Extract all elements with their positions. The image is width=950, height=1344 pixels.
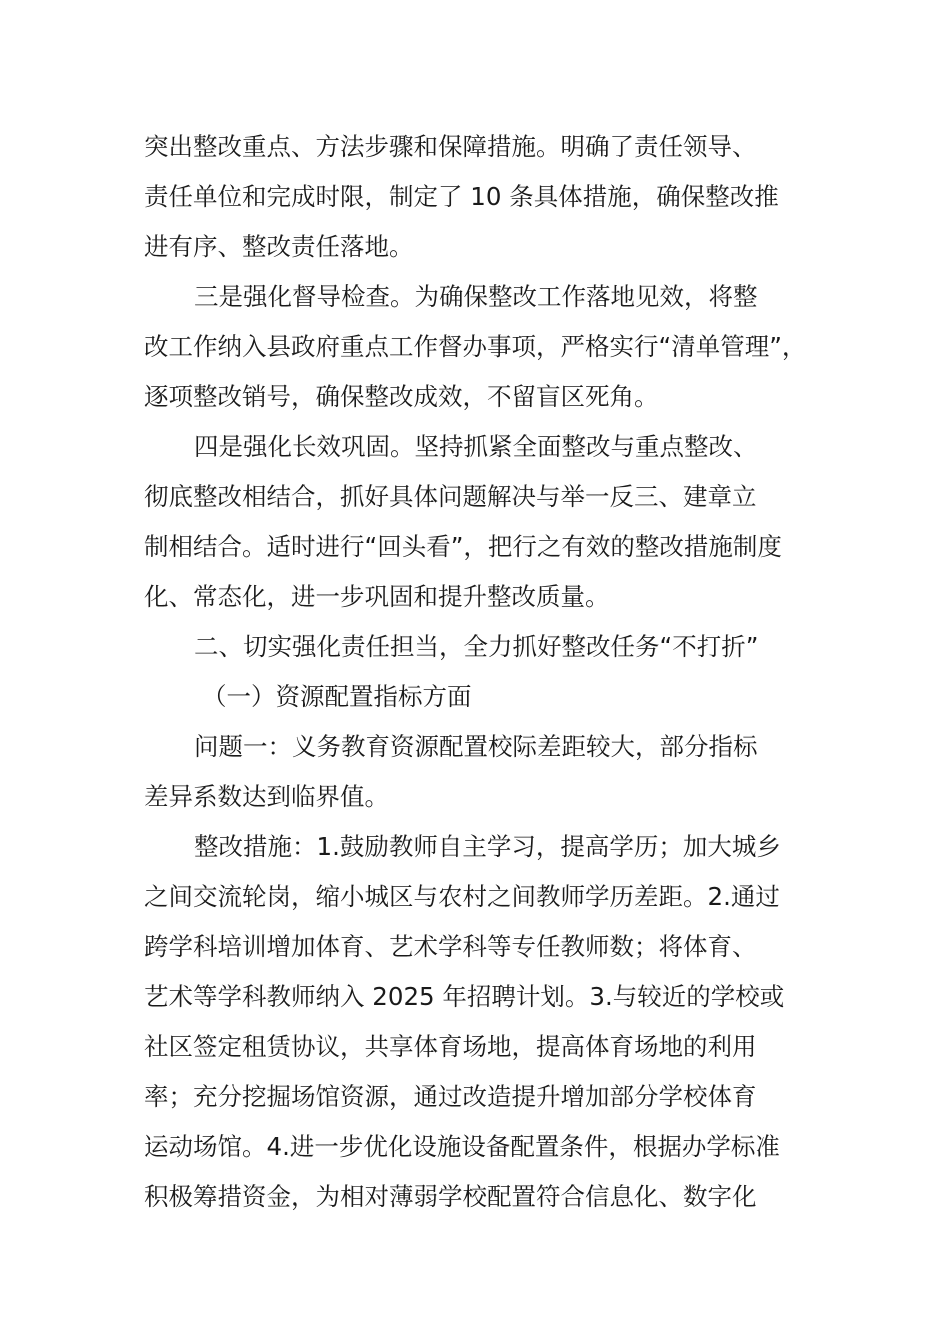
paragraph-line: 彻底整改相结合，抓好具体问题解决与举一反三、建章立 <box>144 482 757 511</box>
paragraph-line: 率；充分挖掘场馆资源，通过改造提升增加部分学校体育 <box>144 1082 757 1111</box>
paragraph-line: 运动场馆。4.进一步优化设施设备配置条件，根据办学标准 <box>144 1132 780 1161</box>
document-body <box>144 122 824 1222</box>
paragraph-line: 责任单位和完成时限，制定了 10 条具体措施，确保整改推 <box>144 182 779 211</box>
paragraph-first-line: 整改措施：1.鼓励教师自主学习，提高学历；加大城乡 <box>194 832 781 861</box>
paragraph-first-line: 四是强化长效巩固。坚持抓紧全面整改与重点整改、 <box>194 432 758 461</box>
paragraph-first-line: 问题一：义务教育资源配置校际差距较大，部分指标 <box>194 732 758 761</box>
paragraph-line: 差异系数达到临界值。 <box>144 782 389 811</box>
paragraph-line: 制相结合。适时进行“回头看”，把行之有效的整改措施制度 <box>144 532 782 561</box>
subsection-heading: （一）资源配置指标方面 <box>202 682 472 711</box>
paragraph-line: 进有序、整改责任落地。 <box>144 232 414 261</box>
paragraph-line: 之间交流轮岗，缩小城区与农村之间教师学历差距。2.通过 <box>144 882 780 911</box>
paragraph-first-line: 三是强化督导检查。为确保整改工作落地见效，将整 <box>194 282 758 311</box>
paragraph-line: 积极筹措资金，为相对薄弱学校配置符合信息化、数字化 <box>144 1182 757 1211</box>
section-heading: 二、切实强化责任担当，全力抓好整改任务“不打折” <box>194 632 759 661</box>
paragraph-line: 艺术等学科教师纳入 2025 年招聘计划。3.与较近的学校或 <box>144 982 785 1011</box>
paragraph-line: 社区签定租赁协议，共享体育场地，提高体育场地的利用 <box>144 1032 757 1061</box>
paragraph-line: 跨学科培训增加体育、艺术学科等专任教师数；将体育、 <box>144 932 757 961</box>
paragraph-line: 化、常态化，进一步巩固和提升整改质量。 <box>144 582 610 611</box>
paragraph-line: 改工作纳入县政府重点工作督办事项，严格实行“清单管理”， <box>144 332 807 361</box>
paragraph-line: 逐项整改销号，确保整改成效，不留盲区死角。 <box>144 382 659 411</box>
paragraph-line: 突出整改重点、方法步骤和保障措施。明确了责任领导、 <box>144 132 757 161</box>
